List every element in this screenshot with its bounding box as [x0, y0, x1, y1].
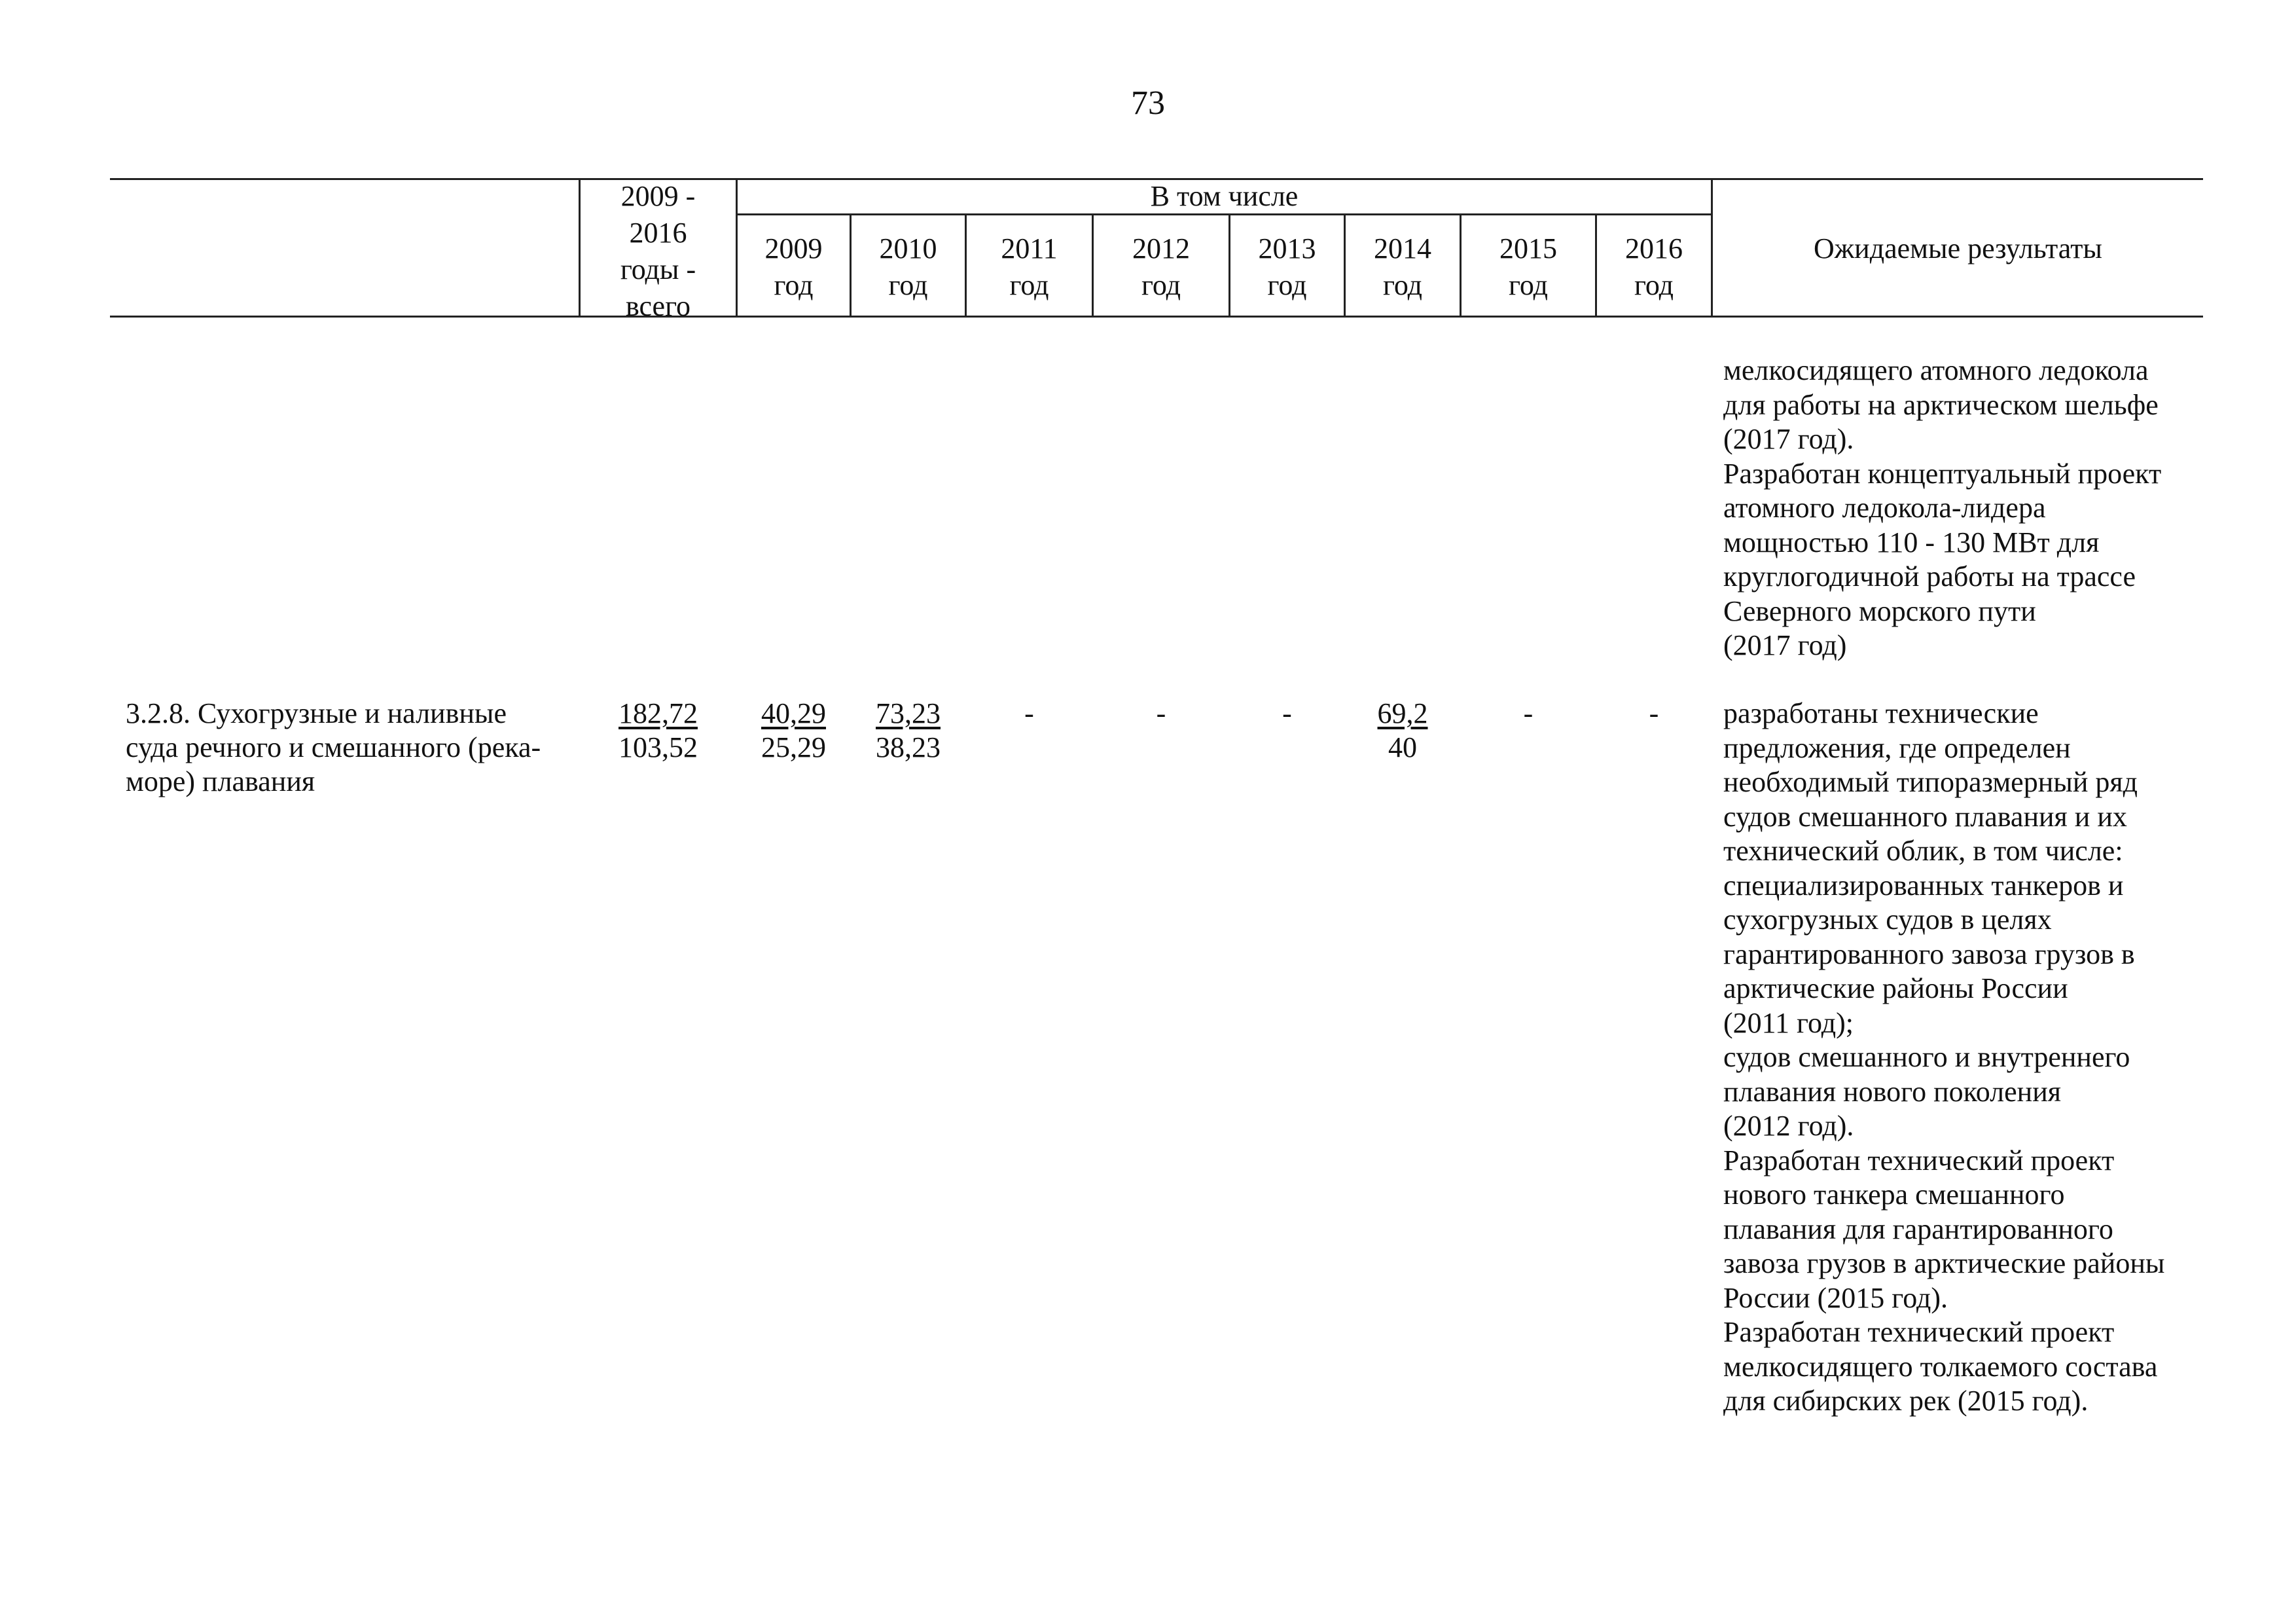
row-value-2013	[1230, 697, 1344, 731]
header-year-unit: год	[1009, 269, 1049, 301]
header-total-line: 2016	[629, 217, 687, 249]
result-line: разработаны технические	[1723, 697, 2039, 729]
result-line: мелкосидящего атомного ледокола	[1723, 354, 2149, 386]
result-line: сухогрузных судов в целях	[1723, 903, 2052, 936]
row-results	[1723, 697, 2208, 1419]
result-line: Разработан технический проект	[1723, 1144, 2115, 1176]
result-line: мощностью 110 - 130 МВт для	[1723, 526, 2100, 558]
value-top: -	[1024, 697, 1034, 729]
result-line: Северного морского пути	[1723, 594, 2036, 627]
header-year-2013	[1230, 230, 1344, 304]
value-bottom: 40	[1388, 731, 1417, 763]
result-line: судов смешанного плавания и их	[1723, 800, 2127, 833]
value-top: -	[1282, 697, 1292, 729]
result-line: Разработан концептуальный проект	[1723, 457, 2162, 490]
result-line: судов смешанного и внутреннего	[1723, 1041, 2130, 1073]
result-line: атомного ледокола-лидера	[1723, 492, 2046, 524]
result-line: (2017 год)	[1723, 629, 1847, 661]
header-year-unit: год	[888, 269, 928, 301]
value-bottom: 103,52	[619, 731, 698, 763]
result-line: плавания для гарантированного	[1723, 1213, 2113, 1245]
row-value-2012	[1094, 697, 1229, 731]
result-line: технический облик, в том числе:	[1723, 835, 2123, 867]
row-total	[581, 697, 736, 765]
result-line: для сибирских рек (2015 год).	[1723, 1385, 2089, 1417]
result-line: плавания нового поколения	[1723, 1075, 2061, 1108]
row-name-line: море) плавания	[126, 765, 315, 797]
header-year-2014	[1346, 230, 1460, 304]
row-value-2016	[1597, 697, 1711, 731]
header-year-unit: год	[1382, 269, 1423, 301]
result-line: гарантированного завоза грузов в	[1723, 938, 2135, 970]
header-subgroup-title: В том числе	[1150, 180, 1299, 212]
row-value-2011	[967, 697, 1092, 731]
header-year-unit: год	[1508, 269, 1549, 301]
header-year-2009	[738, 230, 850, 304]
result-line: Разработан технический проект	[1723, 1316, 2115, 1348]
result-line: арктические районы России	[1723, 972, 2068, 1004]
header-total-line: годы -	[620, 253, 696, 285]
header-year-unit: год	[1141, 269, 1181, 301]
header-year: 2010	[879, 232, 937, 264]
row-value-2009	[738, 697, 850, 765]
value-bottom: 25,29	[761, 731, 826, 763]
row-value-2014	[1346, 697, 1460, 765]
row-name	[126, 697, 584, 799]
result-line: завоза грузов в арктические районы	[1723, 1247, 2165, 1279]
value-top: 40,29	[761, 697, 826, 729]
header-year-2015	[1462, 230, 1595, 304]
header-results-title: Ожидаемые результаты	[1814, 232, 2102, 264]
result-line: нового танкера смешанного	[1723, 1178, 2065, 1211]
value-top: -	[1649, 697, 1659, 729]
header-year: 2013	[1258, 232, 1316, 264]
header-year-unit: год	[774, 269, 814, 301]
result-line: России (2015 год).	[1723, 1281, 1948, 1314]
header-year: 2016	[1625, 232, 1683, 264]
header-total-line: всего	[625, 290, 691, 322]
header-year-2016	[1597, 230, 1711, 304]
value-top: 73,23	[876, 697, 941, 729]
result-line: специализированных танкеров и	[1723, 869, 2124, 902]
result-line: мелкосидящего толкаемого состава	[1723, 1350, 2158, 1383]
header-year: 2015	[1499, 232, 1557, 264]
row-name-line: суда речного и смешанного (река-	[126, 731, 541, 763]
result-line: круглогодичной работы на трассе	[1723, 560, 2136, 593]
header-year: 2012	[1132, 232, 1190, 264]
continued-results	[1723, 354, 2208, 663]
value-top: 182,72	[619, 697, 698, 729]
header-year-2011	[967, 230, 1092, 304]
result-line: предложения, где определен	[1723, 731, 2071, 764]
result-line: (2012 год).	[1723, 1110, 1854, 1142]
value-top: 69,2	[1377, 697, 1428, 729]
header-year-unit: год	[1267, 269, 1307, 301]
header-bottom-border	[110, 316, 2203, 318]
result-line: необходимый типоразмерный ряд	[1723, 766, 2138, 798]
row-value-2015	[1462, 697, 1595, 731]
header-year: 2014	[1374, 232, 1431, 264]
page-number: 73	[1131, 84, 1165, 122]
result-line: для работы на арктическом шельфе	[1723, 388, 2159, 421]
header-year-2012	[1094, 230, 1229, 304]
header-year: 2009	[764, 232, 823, 264]
header-year-unit: год	[1634, 269, 1674, 301]
header-year-2010	[852, 230, 965, 304]
value-top: -	[1523, 697, 1534, 729]
value-bottom: 38,23	[876, 731, 941, 763]
value-top: -	[1156, 697, 1166, 729]
header-year: 2011	[1001, 232, 1058, 264]
row-value-2010	[852, 697, 965, 765]
result-line: (2017 год).	[1723, 423, 1854, 455]
result-line: (2011 год);	[1723, 1006, 1854, 1039]
header-total-column	[581, 178, 736, 325]
header-total-line: 2009 -	[620, 180, 696, 212]
row-name-line: 3.2.8. Сухогрузные и наливные	[126, 697, 507, 729]
